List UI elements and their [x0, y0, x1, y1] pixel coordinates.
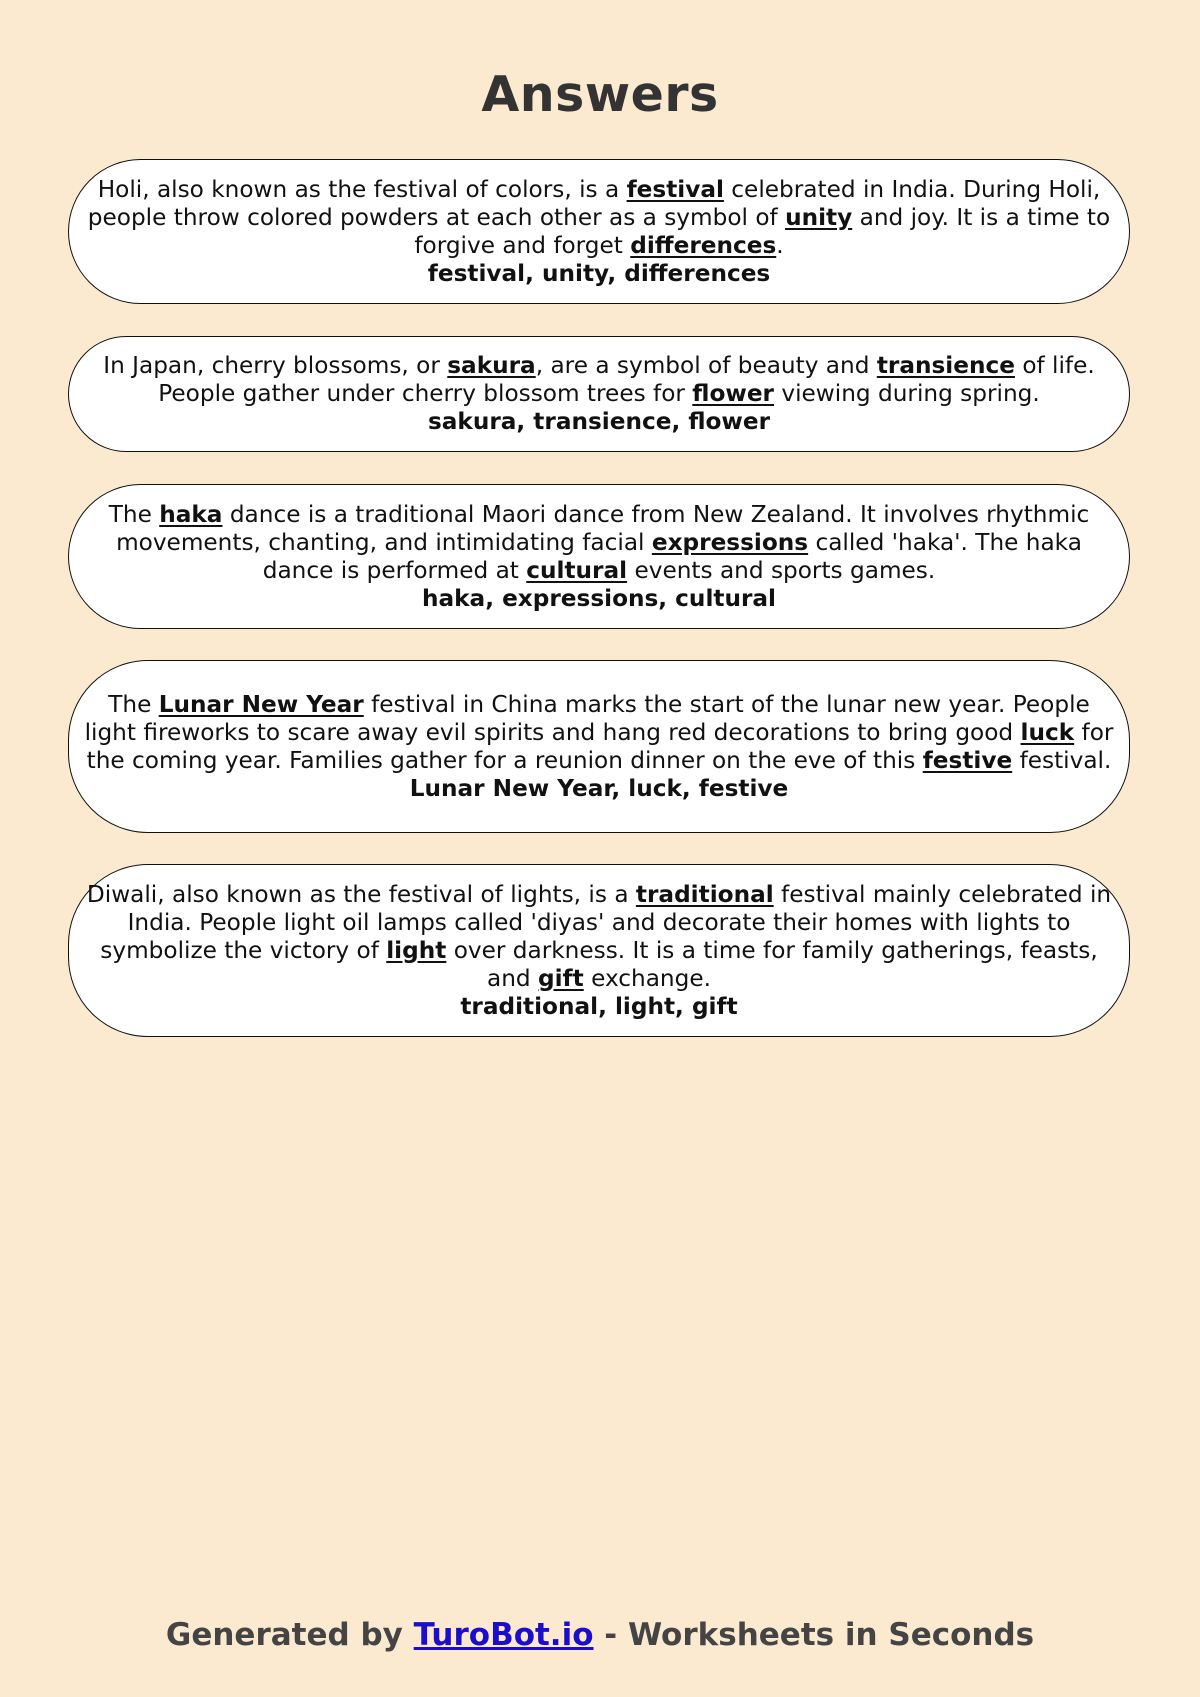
footer	[0, 1617, 1200, 1653]
passage-text: over darkness. It is a time for family gatherings, feasts, and	[446, 936, 1098, 992]
answer-word: unity	[785, 203, 853, 231]
answer-card	[68, 484, 1130, 629]
passage-text: of life. People gather under cherry blossom trees for	[158, 352, 1095, 407]
passage-text: The	[108, 690, 159, 718]
passage-text: In Japan, cherry blossoms, or	[103, 352, 448, 379]
card-answers: traditional, light, gift	[460, 992, 738, 1020]
passage-text: viewing during spring.	[774, 380, 1040, 407]
answer-word: differences	[630, 231, 777, 259]
answer-card	[68, 864, 1130, 1037]
card-answers: haka, expressions, cultural	[421, 584, 777, 612]
answer-word: traditional	[635, 880, 774, 908]
answer-word: light	[386, 936, 447, 964]
card-passage	[79, 691, 1119, 775]
passage-text: celebrated in India. During Holi, people throw colored powders at each other as a symbol of	[87, 175, 1101, 231]
answer-word: cultural	[526, 556, 628, 584]
answer-card	[68, 336, 1130, 452]
passage-text: events and sports games.	[627, 556, 936, 584]
footer-suffix: - Worksheets in Seconds	[593, 1617, 1035, 1653]
card-answers: sakura, transience, flower	[427, 408, 771, 435]
passage-text: called 'haka'. The haka dance is performed at	[262, 528, 1082, 584]
card-passage	[79, 176, 1119, 260]
passage-text: for the coming year. Families gather for a reunion dinner on the eve of this	[86, 718, 1114, 774]
passage-text: festival mainly celebrated in India. People light oil lamps called 'diyas' and decorate their homes with lights to symbolize the victory of	[100, 880, 1112, 964]
card-passage	[79, 352, 1119, 408]
passage-text: The	[108, 500, 160, 528]
card-answers: Lunar New Year, luck, festive	[409, 774, 789, 802]
answer-card	[68, 660, 1130, 833]
answer-card	[68, 159, 1130, 304]
card-answers: festival, unity, differences	[427, 259, 771, 287]
turobot-link[interactable]: TuroBot.io	[413, 1617, 594, 1653]
card-passage	[79, 881, 1119, 993]
passage-text: exchange.	[583, 964, 711, 992]
answer-word: transience	[876, 352, 1015, 379]
page-title: Answers	[481, 66, 719, 123]
answer-word: Lunar New Year	[158, 690, 364, 718]
answer-word: luck	[1020, 718, 1075, 746]
passage-text: , are a symbol of beauty and	[535, 352, 877, 379]
answer-word: flower	[692, 380, 774, 407]
passage-text: Holi, also known as the festival of colors, is a	[97, 175, 627, 203]
passage-text: Diwali, also known as the festival of lights, is a	[86, 880, 636, 908]
answer-word: haka	[159, 500, 223, 528]
passage-text: .	[776, 231, 784, 259]
answer-word: festival	[626, 175, 724, 203]
passage-text: festival.	[1012, 746, 1112, 774]
passage-text: and joy. It is a time to forgive and forget	[414, 203, 1111, 259]
footer-prefix: Generated by	[165, 1617, 414, 1653]
answer-word: gift	[538, 964, 584, 992]
passage-text: dance is a traditional Maori dance from New Zealand. It involves rhythmic movements, chanting, and intimidating facial	[116, 500, 1090, 556]
answer-word: sakura	[447, 352, 536, 379]
card-passage	[79, 501, 1119, 585]
passage-text: festival in China marks the start of the lunar new year. People light fireworks to scare away evil spirits and hang red decorations to bring good	[84, 690, 1090, 746]
answer-word: expressions	[651, 528, 809, 556]
answer-word: festive	[922, 746, 1013, 774]
